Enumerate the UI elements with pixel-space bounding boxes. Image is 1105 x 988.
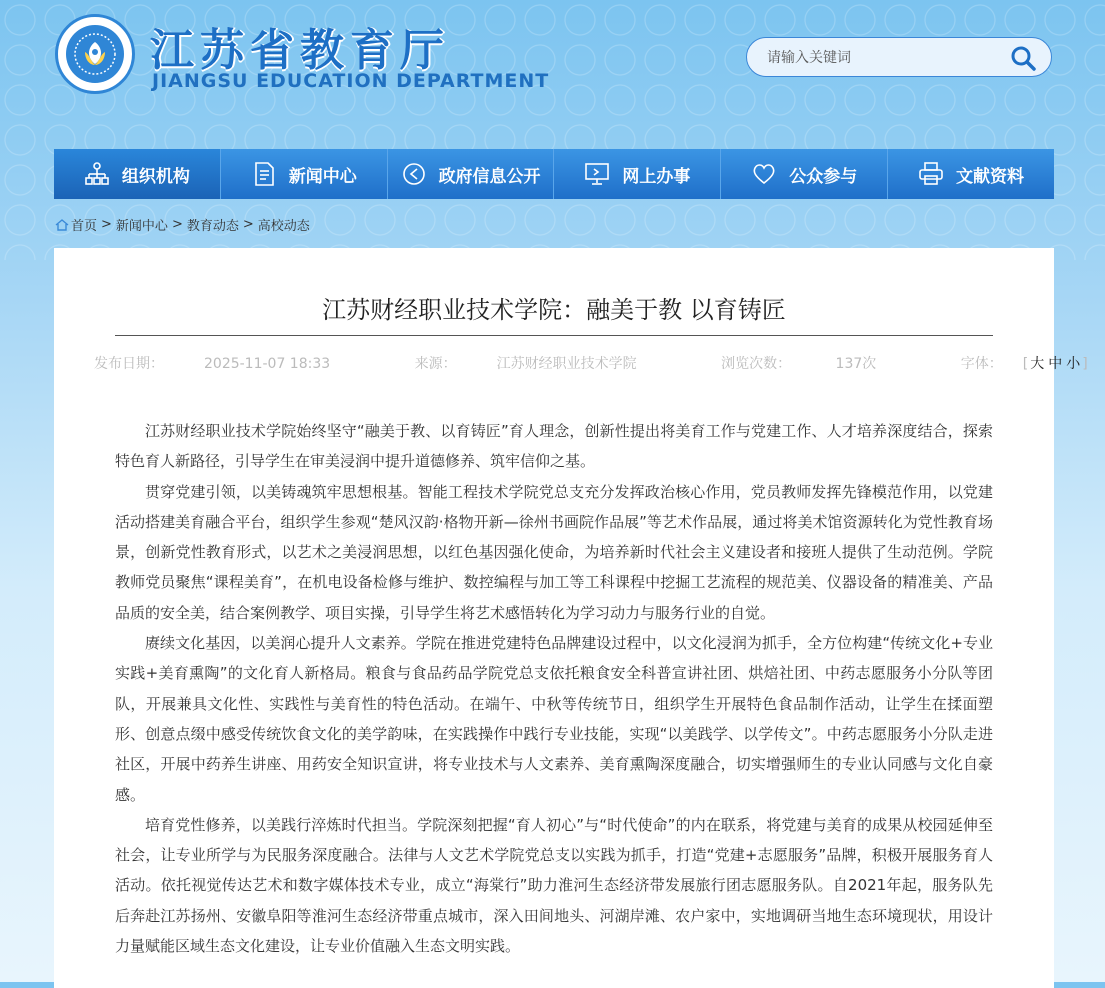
- breadcrumb-home[interactable]: 首页: [71, 219, 98, 234]
- nav-label: 新闻中心: [288, 166, 357, 187]
- breadcrumb-separator: >: [101, 217, 112, 232]
- view-count: 浏览次数： 137次: [721, 356, 877, 372]
- nav-label: 组织机构: [121, 166, 190, 187]
- nav-item-news[interactable]: [221, 149, 388, 199]
- font-size-small[interactable]: 小: [1066, 356, 1081, 372]
- heart-icon: [751, 161, 777, 187]
- font-size-medium[interactable]: 中: [1048, 356, 1063, 372]
- logo-emblem-icon: [73, 32, 117, 76]
- breadcrumb-separator: >: [171, 217, 183, 232]
- article-meta: [54, 353, 1088, 373]
- nav-item-gov-info[interactable]: [388, 149, 555, 199]
- home-icon: [55, 218, 69, 232]
- paragraph: 贯穿党建引领，以美铸魂筑牢思想根基。智能工程技术学院党总支充分发挥政治核心作用，党员教师发挥先锋模范作用，以党建活动搭建美育融合平台，组织学生参观“楚风汉韵·格物开新—徐州书画院作品展”等艺术作品展，通过将美术馆资源转化为党性教育场景，创新党性教育形式，以艺术之美浸润思想，以红色基因强化使命，为培养新时代社会主义建设者和接班人提供了生动范例。学院教师党员聚焦“课程美育”，在机电设备检修与维护、数控编程与加工等工科课程中挖掘工艺流程的规范美、仪器设备的精准美、产品品质的安全美，结合案例教学、项目实操，引导学生将艺术感悟转化为学习动力与服务行业的自觉。: [115, 482, 993, 622]
- site-title: 江苏省教育厅: [150, 25, 450, 76]
- article-panel: [54, 248, 1088, 988]
- nav-item-org[interactable]: [54, 149, 221, 199]
- breadcrumb-education-news[interactable]: 教育动态: [186, 219, 239, 234]
- nav-label: 政府信息公开: [438, 166, 541, 187]
- paragraph: 培育党性修养，以美践行淬炼时代担当。学院深刻把握“育人初心”与“时代使命”的内在联系，将党建与美育的成果从校园延伸至社会，让专业所学与为民服务深度融合。法律与人文艺术学院党总支以实践为抓手，打造“党建+志愿服务”品牌，积极开展服务育人活动。依托视觉传达艺术和数字媒体技术专业，成立“海棠行”助力淮河生态经济带发展旅行团志愿服务队。自2021年起，服务队先后奔赴江苏扬州、安徽阜阳等淮河生态经济带重点城市，深入田间地头、河湖岸滩、农户家中，实地调研当地生态环境现状，用设计力量赋能区域生态文化建设，让专业价值融入生态文明实践。: [115, 815, 993, 956]
- search-input[interactable]: [765, 46, 999, 70]
- nav-item-participation[interactable]: [721, 149, 888, 199]
- play-circle-icon: [401, 161, 427, 187]
- breadcrumb-university-news[interactable]: 高校动态: [257, 219, 310, 234]
- publish-date: 发布日期： 2025-11-07 18:33: [94, 356, 331, 372]
- article-body: [115, 416, 993, 961]
- font-size-large[interactable]: 大: [1030, 356, 1045, 372]
- nav-label: 公众参与: [789, 166, 858, 187]
- paragraph: 赓续文化基因，以美润心提升人文素养。学院在推进党建特色品牌建设过程中，以文化浸润为抓手，全方位构建“传统文化+专业实践+美育熏陶”的文化育人新格局。粮食与食品药品学院党总支依托粮食安全科普宣讲社团、烘焙社团、中药志愿服务小分队等团队，开展兼具文化性、实践性与美育性的特色活动。在端午、中秋等传统节日，组织学生开展特色食品制作活动，让学生在揉面塑形、创意点缀中感受传统饮食文化的美学韵味，在实践操作中践行专业技能，实现“以美践学、以学传文”。中药志愿服务小分队走进社区，开展中药养生讲座、用药安全知识宣讲，将专业技术与人文素养、美育熏陶深度融合，切实增强师生的专业认同感与文化自豪感。: [115, 634, 993, 804]
- article-title: 江苏财经职业技术学院：融美于教 以育铸匠: [322, 296, 786, 324]
- font-size-switcher: 字体： [ 大 中 小 ]: [960, 356, 1088, 372]
- education-department-logo[interactable]: [55, 14, 135, 94]
- search-box: [746, 37, 1052, 77]
- breadcrumb-separator: >: [242, 217, 254, 232]
- main-nav: [54, 149, 1054, 199]
- nav-label: 网上办事: [622, 166, 691, 187]
- title-divider: [115, 335, 993, 336]
- article-source: 来源： 江苏财经职业技术学院: [414, 356, 637, 372]
- document-icon: [251, 161, 277, 187]
- printer-icon: [918, 161, 944, 187]
- nav-item-online-service[interactable]: [554, 149, 721, 199]
- search-icon[interactable]: [1009, 44, 1037, 72]
- site-subtitle: JIANGSU EDUCATION DEPARTMENT: [152, 70, 550, 92]
- monitor-icon: [584, 161, 610, 187]
- nav-label: 文献资料: [956, 166, 1025, 187]
- nav-item-literature[interactable]: [888, 149, 1054, 199]
- breadcrumb: [55, 215, 310, 234]
- breadcrumb-news-center[interactable]: 新闻中心: [115, 219, 168, 234]
- org-chart-icon: [84, 161, 110, 187]
- paragraph: 江苏财经职业技术学院始终坚守“融美于教、以育铸匠”育人理念，创新性提出将美育工作与党建工作、人才培养深度结合，探索特色育人新路径，引导学生在审美浸润中提升道德修养、筑牢信仰之基。: [115, 422, 993, 471]
